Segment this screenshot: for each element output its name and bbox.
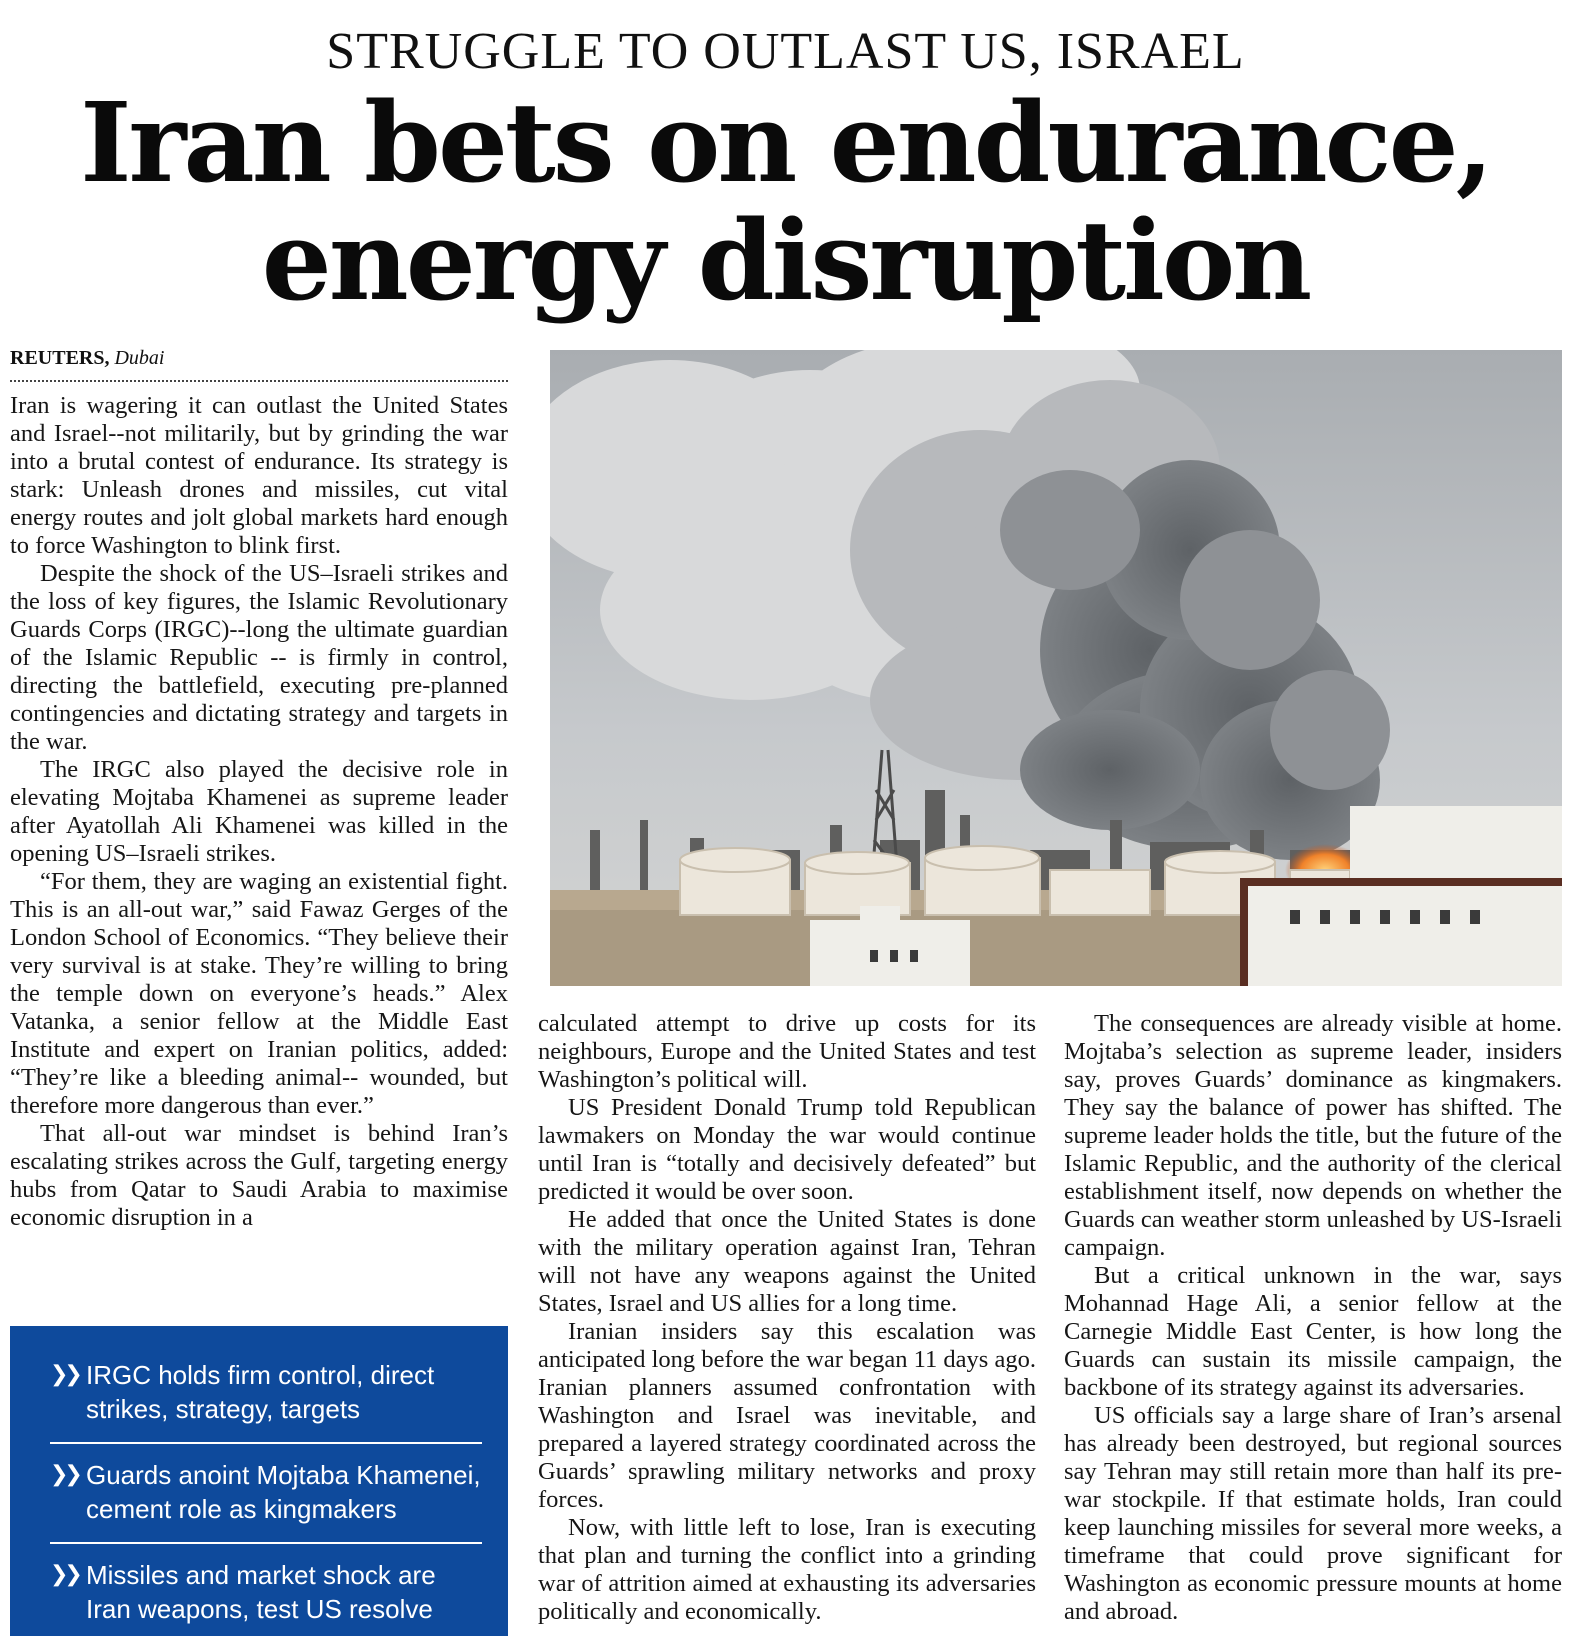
byline-location: Dubai [114, 347, 165, 369]
article-column-1 [10, 392, 508, 1297]
paragraph: Iranian insiders say this escalation was anticipated long before the war began 11 days ago. Iranian planners assumed confrontation with Washington and Israel was inevitable, and prepared a layered strategy coordinated across the Guards’ sprawling military networks and proxy forces. [538, 1318, 1036, 1513]
refinery-smoke-photo [550, 350, 1562, 986]
article-column-2 [538, 1010, 1036, 1640]
byline-agency: REUTERS, [10, 347, 110, 369]
highlight-item [50, 1442, 482, 1538]
highlight-item [50, 1542, 482, 1638]
paragraph: Despite the shock of the US–Israeli strikes and the loss of key figures, the Islamic Revolutionary Guards Corps (IRGC)--long the ultimate guardian of the Islamic Republic -- is firmly in control, directing the battlefield, executing pre-planned contingencies and dictating strategy and targets in the war. [10, 560, 508, 755]
double-chevron-right-icon: ❯❯ [50, 1362, 79, 1387]
double-chevron-right-icon: ❯❯ [50, 1562, 79, 1587]
highlight-text: Guards anoint Mojtaba Khamenei, cement role as kingmakers [86, 1460, 481, 1524]
double-chevron-right-icon: ❯❯ [50, 1462, 79, 1487]
paragraph: Iran is wagering it can outlast the United States and Israel--not militarily, but by grinding the war into a brutal contest of endurance. Its strategy is stark: Unleash drones and missiles, cut vital energy routes and jolt global markets hard enough to force Washington to blink first. [10, 392, 508, 559]
article-column-3 [1064, 1010, 1562, 1640]
headline-line-1: Iran bets on endurance, [80, 78, 1491, 207]
paragraph: He added that once the United States is done with the military operation against Iran, Tehran will not have any weapons against the United States, Israel and US allies for a long time. [538, 1206, 1036, 1317]
paragraph: The consequences are already visible at home. Mojtaba’s selection as supreme leader, insiders say, proves Guards’ dominance as kingmakers. They say the balance of power has shifted. The supreme leader holds the title, but the future of the Islamic Republic, and the authority of the clerical establishment itself, now depends on whether the Guards can weather storm unleashed by US-Israeli campaign. [1064, 1010, 1562, 1261]
paragraph: calculated attempt to drive up costs for its neighbours, Europe and the United States and test Washington’s political will. [538, 1010, 1036, 1093]
highlight-text: IRGC holds firm control, direct strikes, strategy, targets [86, 1360, 435, 1424]
highlight-text: Missiles and market shock are Iran weapons, test US resolve [86, 1560, 436, 1624]
paragraph: That all-out war mindset is behind Iran’s escalating strikes across the Gulf, targeting energy hubs from Qatar to Saudi Arabia to maximise economic disruption in a [10, 1120, 508, 1231]
highlight-item [50, 1350, 482, 1438]
kicker: STRUGGLE TO OUTLAST US, ISRAEL [326, 23, 1245, 80]
paragraph: “For them, they are waging an existential fight. This is an all-out war,” said Fawaz Gerges of the London School of Economics. “They believe their very survival is at stake. They’re willing to bring the temple down on everyone’s heads.” Alex Vatanka, a senior fellow at the Middle East Institute and expert on Iranian politics, added: “They’re like a bleeding animal-- wounded, but therefore more dangerous than ever.” [10, 868, 508, 1119]
paragraph: Now, with little left to lose, Iran is executing that plan and turning the conflict into a grinding war of attrition aimed at exhausting its adversaries politically and economically. [538, 1514, 1036, 1625]
byline-divider [10, 380, 508, 382]
headline-line-2: energy disruption [261, 196, 1310, 325]
headline [0, 78, 1571, 325]
paragraph: But a critical unknown in the war, says Mohannad Hage Ali, a senior fellow at the Carnegie Middle East Center, is how long the Guards can sustain its missile campaign, the backbone of its strategy against its adversaries. [1064, 1262, 1562, 1401]
paragraph: US officials say a large share of Iran’s arsenal has already been destroyed, but regional sources say Tehran may still retain more than half its pre-war stockpile. If that estimate holds, Iran could keep launching missiles for several more weeks, a timeframe that could prove significant for Washington as economic pressure mounts at home and abroad. [1064, 1402, 1562, 1625]
paragraph: US President Donald Trump told Republican lawmakers on Monday the war would continue until Iran is “totally and decisively defeated” but predicted it would be over soon. [538, 1094, 1036, 1205]
highlights-box [10, 1326, 508, 1636]
byline [10, 346, 164, 370]
paragraph: The IRGC also played the decisive role in elevating Mojtaba Khamenei as supreme leader after Ayatollah Ali Khamenei was killed in the opening US–Israeli strikes. [10, 756, 508, 867]
